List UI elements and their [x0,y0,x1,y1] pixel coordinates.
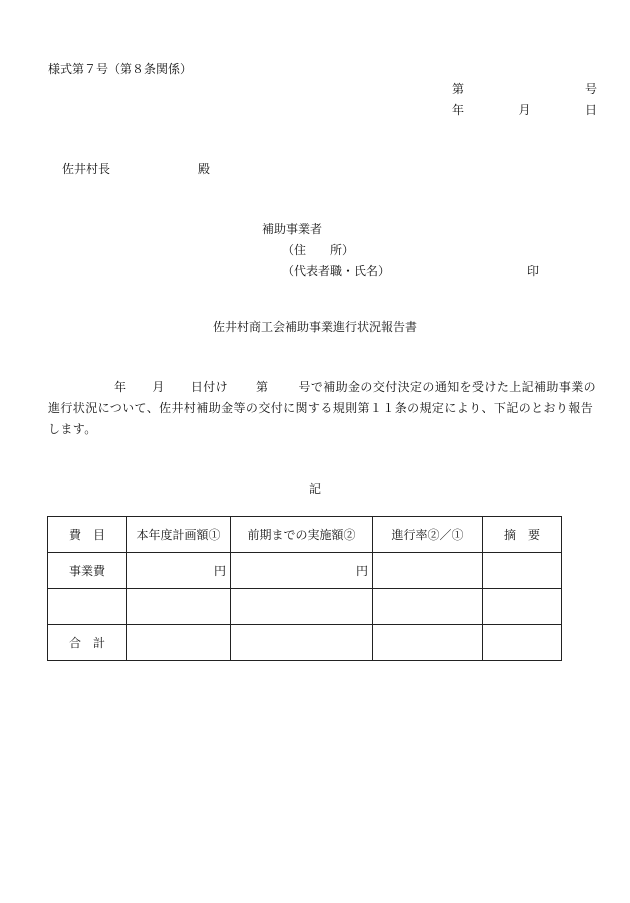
body-paragraph [48,377,601,440]
number-prefix: 第 [452,82,465,96]
applicant-title: 補助事業者 [262,222,323,236]
applicant-representative: （代表者職・氏名） [282,264,391,278]
body-text: 号で補助金の交付決定の通知を受けた上記補助事業の進行状況について、佐井村補助金等の交付に関する規則第１１条の規定により、下記のとおり報告します。 [48,380,597,436]
table-cell [373,589,483,625]
header-cell: 前期までの実施額② [231,517,373,553]
table-header-row [48,517,562,553]
address-open: （住 [282,243,307,257]
table-cell [483,589,562,625]
header-cell: 本年度計画額① [127,517,231,553]
header-cell: 費 目 [48,517,127,553]
table-cell: 円 [127,553,231,589]
table-cell [483,553,562,589]
body-month: 月 [152,380,165,394]
table-row [48,589,562,625]
date-month: 月 [518,103,531,117]
number-line [452,80,597,97]
header-cell: 進行率②／① [373,517,483,553]
body-dai: 第 [256,380,269,394]
table-cell [231,625,373,661]
table-cell: 円 [231,553,373,589]
table-row [48,625,562,661]
address-close: 所） [330,243,355,257]
date-year: 年 [452,103,465,117]
body-year: 年 [114,380,127,394]
addressee [62,160,210,177]
header-cell: 摘 要 [483,517,562,553]
table-cell [483,625,562,661]
table-cell [127,625,231,661]
table-cell: 事業費 [48,553,127,589]
form-number: 様式第７号（第８条関係） [48,62,193,76]
document-title: 佐井村商工会補助事業進行状況報告書 [212,320,417,334]
applicant-address [282,241,354,258]
date-line [452,101,597,118]
table-cell [127,589,231,625]
addressee-honorific: 殿 [198,162,211,176]
ki-heading: 記 [308,482,321,496]
table-cell: 合 計 [48,625,127,661]
table-cell [231,589,373,625]
table-cell [48,589,127,625]
addressee-name: 佐井村長 [62,162,111,176]
number-suffix: 号 [584,82,597,96]
date-day: 日 [584,103,597,117]
table-cell [373,553,483,589]
seal-mark: 印 [527,264,540,278]
table-cell [373,625,483,661]
table-row [48,553,562,589]
report-table [47,516,562,661]
body-day: 日付け [190,380,229,394]
